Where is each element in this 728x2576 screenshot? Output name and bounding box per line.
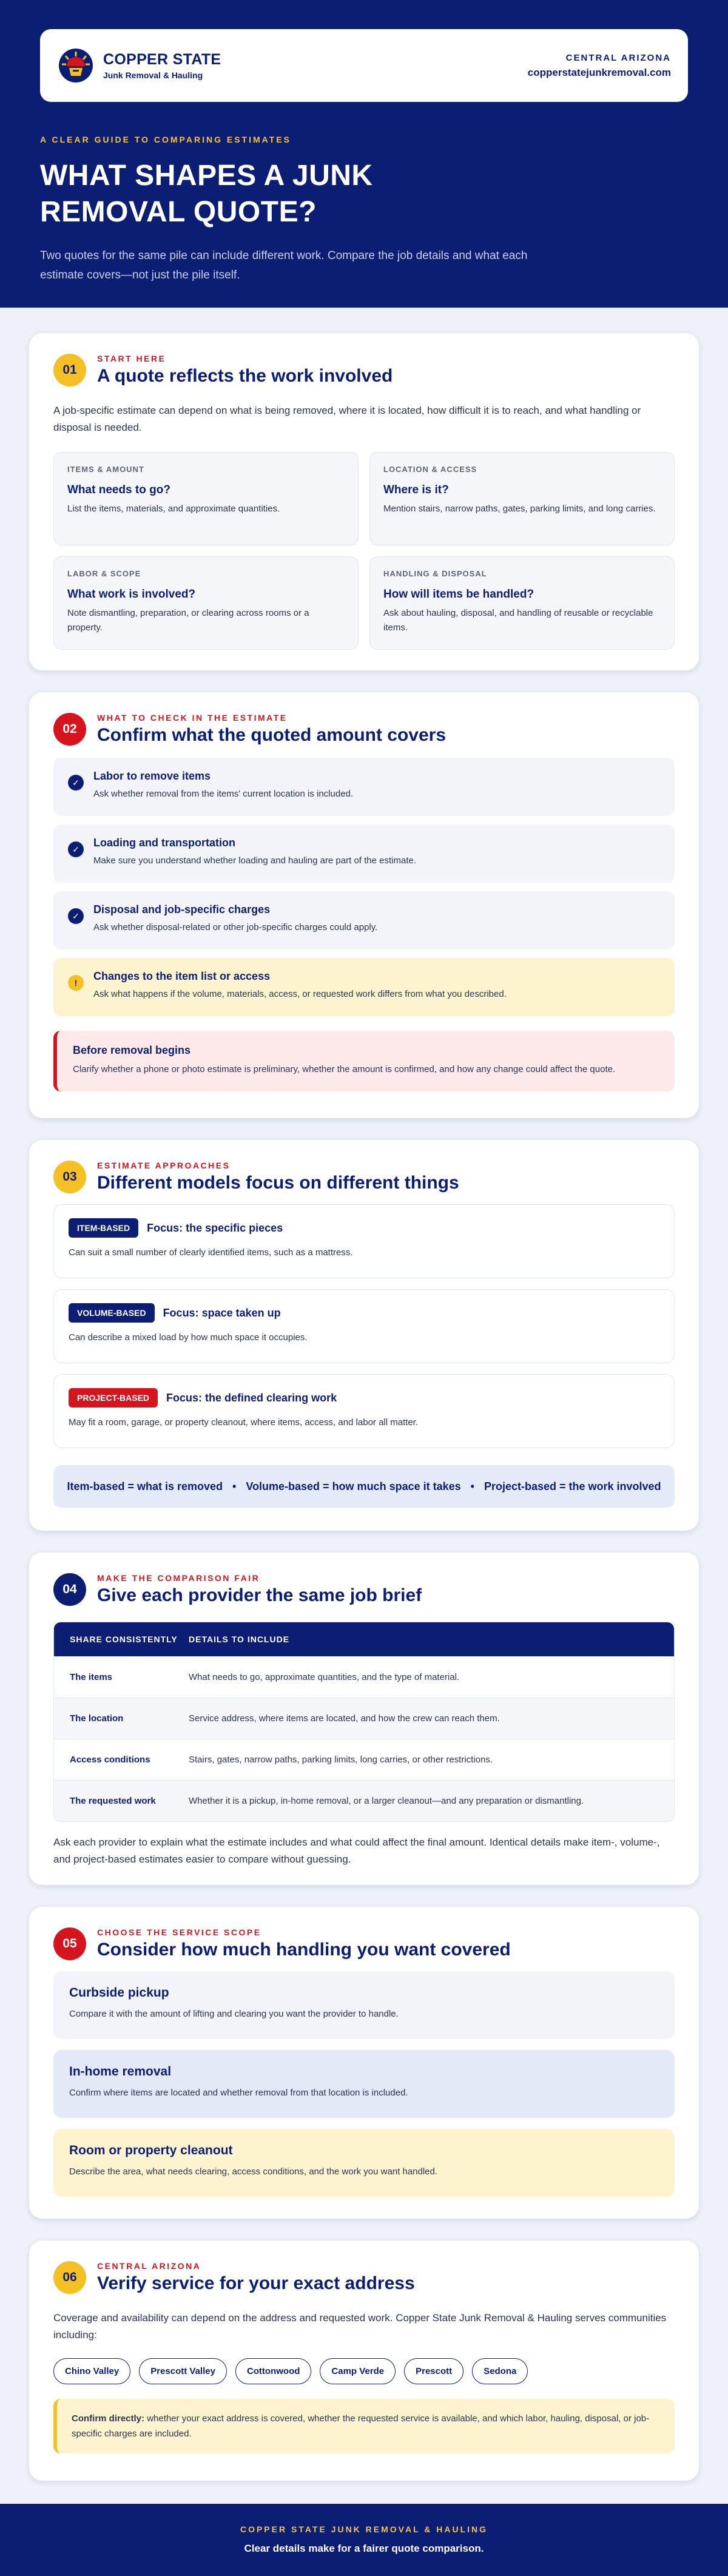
section-quote-coverage <box>29 692 699 1118</box>
summary-item: Volume-based = how much space it takes <box>246 1480 461 1492</box>
scope-title: Room or property cleanout <box>69 2143 233 2157</box>
scope-card <box>53 2050 675 2118</box>
model-card <box>53 1289 675 1363</box>
scope-desc: Describe the area, what needs clearing, access conditions, and the work you want handled. <box>69 2166 438 2177</box>
check-item <box>53 758 675 816</box>
factor-title: How will items be handled? <box>383 588 534 601</box>
checkmark-icon: ✓ <box>68 908 84 924</box>
model-focus: Focus: the specific pieces <box>147 1221 283 1234</box>
model-desc: Can describe a mixed load by how much space it occupies. <box>69 1332 308 1343</box>
summary-item: Project-based = the work involved <box>484 1480 661 1492</box>
section-kicker: CENTRAL ARIZONA <box>97 2261 201 2271</box>
check-desc: Make sure you understand whether loading and hauling are part of the estimate. <box>93 855 417 866</box>
section-title: Verify service for your exact address <box>97 2273 415 2293</box>
model-card <box>53 1204 675 1278</box>
note-text: whether your exact address is covered, whether the requested service is available, and which labor, hauling, disposal, or job-specific charges are included. <box>72 2413 650 2439</box>
section-title: Consider how much handling you want covered <box>97 1940 511 1960</box>
bullet-separator: • <box>470 1480 474 1492</box>
check-title: Labor to remove items <box>93 770 211 782</box>
factor-card <box>369 452 675 545</box>
section-title: Confirm what the quoted amount covers <box>97 725 447 745</box>
check-desc: Ask what happens if the volume, materials, access, or requested work differs from what you described. <box>93 989 507 999</box>
factor-card <box>53 556 359 650</box>
hero-eyebrow: A CLEAR GUIDE TO COMPARING ESTIMATES <box>40 135 291 144</box>
checkmark-icon: ✓ <box>68 841 84 857</box>
check-item-warning <box>53 958 675 1016</box>
alert-callout <box>53 1031 675 1091</box>
model-card <box>53 1374 675 1448</box>
model-summary <box>53 1465 675 1508</box>
factor-desc: Note dismantling, preparation, or clearing across rooms or a property. <box>67 608 309 633</box>
check-item <box>53 891 675 949</box>
section-intro: Coverage and availability can depend on the address and requested work. Copper State Junk Removal & Hauling serves communities including: <box>53 2312 667 2341</box>
section-number: 06 <box>53 2261 86 2294</box>
logo[interactable] <box>58 48 221 83</box>
bullet-separator: • <box>232 1480 237 1492</box>
factor-card <box>53 452 359 545</box>
section-kicker: WHAT TO CHECK IN THE ESTIMATE <box>97 713 288 723</box>
model-focus: Focus: the defined clearing work <box>166 1391 337 1404</box>
column-header: DETAILS TO INCLUDE <box>189 1634 290 1644</box>
brand-region: CENTRAL ARIZONA <box>565 52 671 63</box>
section-verify-address <box>29 2241 699 2481</box>
check-title: Changes to the item list or access <box>93 970 271 982</box>
column-header: SHARE CONSISTENTLY <box>70 1634 178 1644</box>
table-row <box>54 1739 674 1780</box>
city-chip[interactable]: Prescott Valley <box>139 2358 227 2384</box>
row-label: The requested work <box>70 1796 156 1806</box>
section-title: Give each provider the same job brief <box>97 1585 422 1605</box>
section-number: 04 <box>53 1573 86 1606</box>
factor-kicker: ITEMS & AMOUNT <box>67 465 144 474</box>
brand-bar <box>40 29 688 102</box>
model-desc: Can suit a small number of clearly identified items, such as a mattress. <box>69 1247 353 1258</box>
scope-card <box>53 2129 675 2197</box>
check-desc: Ask whether removal from the items' current location is included. <box>93 789 354 799</box>
section-kicker: ESTIMATE APPROACHES <box>97 1161 231 1170</box>
section-title: Different models focus on different things <box>97 1173 459 1193</box>
row-detail: What needs to go, approximate quantities, and the type of material. <box>189 1672 460 1682</box>
row-label: The items <box>70 1672 113 1682</box>
brand-tagline: Junk Removal & Hauling <box>103 70 203 80</box>
scope-desc: Confirm where items are located and whether removal from that location is included. <box>69 2088 408 2098</box>
hero-subtitle: Two quotes for the same pile can include different work. Compare the job details and what each estimate covers—not just the pile itself. <box>40 249 528 282</box>
row-label: The location <box>70 1713 124 1724</box>
factor-desc: Mention stairs, narrow paths, gates, parking limits, and long carries. <box>383 504 656 514</box>
row-detail: Whether it is a pickup, in-home removal, or a larger cleanout—and any preparation or dismantling. <box>189 1796 584 1806</box>
section-number: 05 <box>53 1927 86 1960</box>
table-row <box>54 1698 674 1739</box>
brief-table <box>53 1622 675 1822</box>
scope-desc: Compare it with the amount of lifting and clearing you want the provider to handle. <box>69 2009 399 2019</box>
check-item <box>53 824 675 883</box>
city-chip[interactable]: Camp Verde <box>320 2358 396 2384</box>
alert-desc: Clarify whether a phone or photo estimate is preliminary, whether the amount is confirmed, and how any change could affect the quote. <box>73 1064 616 1074</box>
section-intro: A job-specific estimate can depend on what is being removed, where it is located, how difficult it is to reach, and what handling or disposal is needed. <box>53 405 641 433</box>
section-kicker: START HERE <box>97 354 166 363</box>
footer-line: Clear details make for a fairer quote comparison. <box>244 2543 484 2554</box>
footer <box>0 2504 728 2576</box>
section-outro: Ask each provider to explain what the estimate includes and what could affect the final amount. Identical details make item-, volume-, and project-based estimates easier to compare without guessing. <box>53 1836 660 1865</box>
factor-title: What needs to go? <box>67 484 170 496</box>
model-pill: VOLUME-BASED <box>69 1303 155 1323</box>
table-row <box>54 1656 674 1698</box>
row-detail: Stairs, gates, narrow paths, parking limits, long carries, or other restrictions. <box>189 1755 493 1765</box>
brand-name: COPPER STATE <box>103 51 221 68</box>
factor-card <box>369 556 675 650</box>
scope-title: Curbside pickup <box>69 1986 169 2000</box>
city-chip[interactable]: Sedona <box>472 2358 528 2384</box>
section-estimate-models <box>29 1140 699 1531</box>
confirm-note <box>53 2399 675 2453</box>
factor-title: What work is involved? <box>67 588 196 601</box>
city-chip[interactable]: Prescott <box>404 2358 463 2384</box>
checkmark-icon: ✓ <box>68 775 84 791</box>
page-title: WHAT SHAPES A JUNK REMOVAL QUOTE? <box>40 160 373 228</box>
section-kicker: MAKE THE COMPARISON FAIR <box>97 1573 260 1583</box>
row-label: Access conditions <box>70 1755 150 1765</box>
model-focus: Focus: space taken up <box>163 1306 281 1319</box>
check-title: Loading and transportation <box>93 837 235 849</box>
scope-card <box>53 1971 675 2039</box>
model-desc: May fit a room, garage, or property cleanout, where items, access, and labor all matter. <box>69 1417 419 1428</box>
model-pill: PROJECT-BASED <box>69 1388 158 1408</box>
section-kicker: CHOOSE THE SERVICE SCOPE <box>97 1927 261 1937</box>
hero <box>0 0 728 308</box>
table-row <box>54 1780 674 1821</box>
scope-title: In-home removal <box>69 2065 172 2079</box>
note-lead: Confirm directly: <box>72 2413 145 2424</box>
check-desc: Ask whether disposal-related or other job-specific charges could apply. <box>93 922 378 932</box>
alert-title: Before removal begins <box>73 1044 191 1056</box>
city-list <box>53 2358 675 2384</box>
factor-kicker: LOCATION & ACCESS <box>383 465 477 474</box>
factor-desc: Ask about hauling, disposal, and handling of reusable or recyclable items. <box>383 608 653 633</box>
website-link[interactable]: copperstatejunkremoval.com <box>527 66 671 78</box>
footer-brand: COPPER STATE JUNK REMOVAL & HAULING <box>240 2524 488 2534</box>
section-number: 02 <box>53 713 86 746</box>
section-number: 03 <box>53 1161 86 1193</box>
row-detail: Service address, where items are located, and how the crew can reach them. <box>189 1713 500 1724</box>
city-chip[interactable]: Cottonwood <box>235 2358 311 2384</box>
table-header <box>54 1622 674 1656</box>
section-job-brief <box>29 1553 699 1885</box>
factor-title: Where is it? <box>383 484 449 496</box>
section-work-involved <box>29 333 699 670</box>
factor-desc: List the items, materials, and approximate quantities. <box>67 504 280 514</box>
summary-item: Item-based = what is removed <box>67 1480 223 1492</box>
sun-truck-logo-icon <box>58 48 93 83</box>
warning-icon: ! <box>68 975 84 991</box>
model-pill: ITEM-BASED <box>69 1218 138 1238</box>
factor-kicker: LABOR & SCOPE <box>67 569 141 578</box>
city-chip[interactable]: Chino Valley <box>53 2358 130 2384</box>
check-title: Disposal and job-specific charges <box>93 903 271 915</box>
section-title: A quote reflects the work involved <box>97 366 393 386</box>
factor-kicker: HANDLING & DISPOSAL <box>383 569 487 578</box>
section-number: 01 <box>53 354 86 386</box>
section-service-scope <box>29 1907 699 2219</box>
